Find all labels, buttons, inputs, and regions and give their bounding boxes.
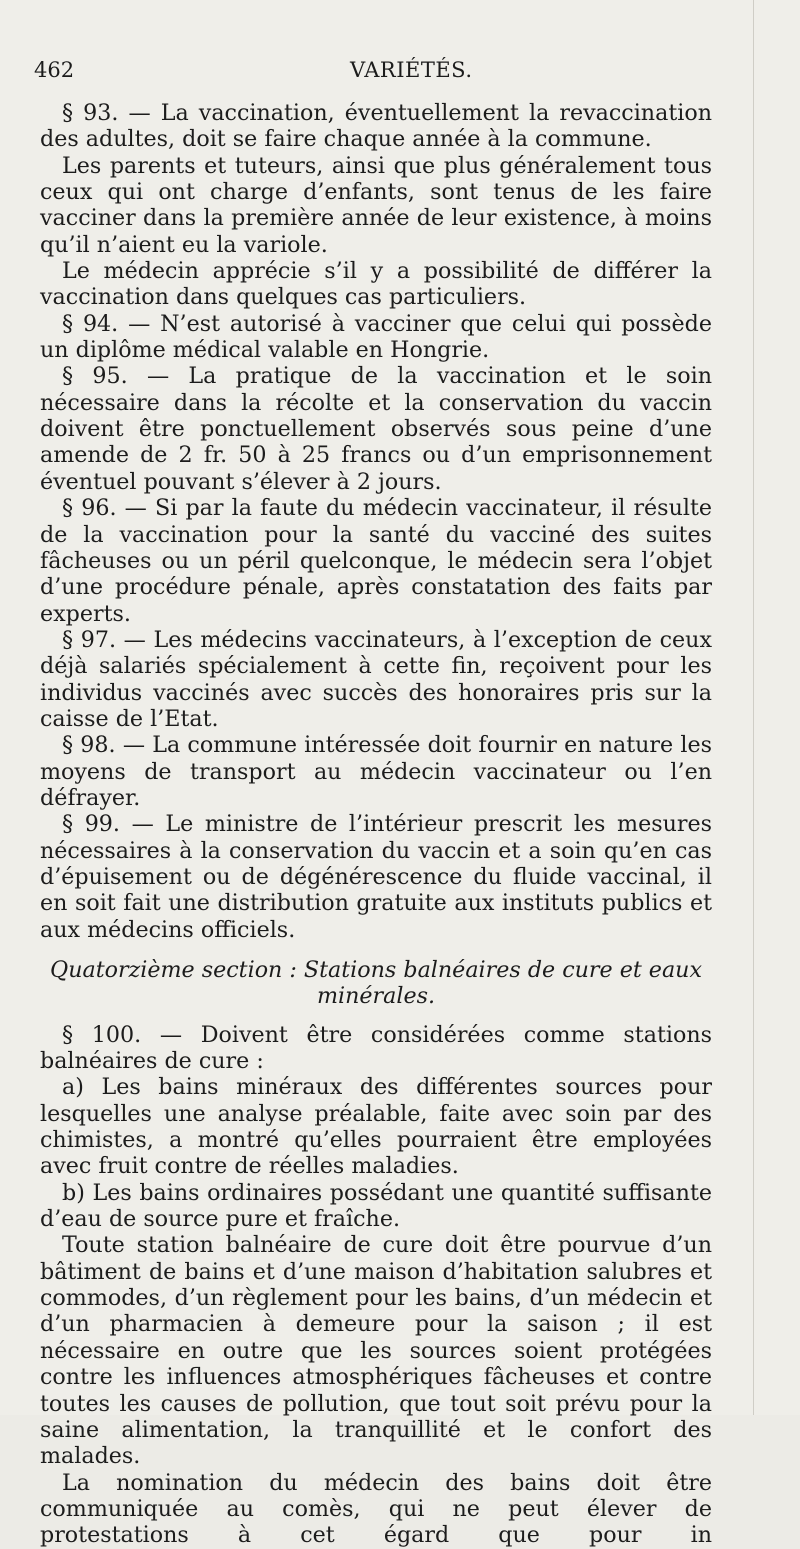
- page-number: 462: [34, 58, 75, 82]
- section-title: Quatorzième section : Stations balnéaires de cure et eaux minérales.: [50, 957, 702, 1010]
- paragraph-96: § 96. — Si par la faute du médecin vaccinateur, il résulte de la vaccination pour la santé du vacciné des suites fâcheuses ou un péril quelconque, le médecin sera l’objet d’une procédure pénale, après constatation des faits par experts.: [40, 495, 712, 627]
- paragraph-97: § 97. — Les médecins vaccinateurs, à l’exception de ceux déjà salariés spécialement à cette fin, reçoivent pour les individus vaccinés avec succès des honoraires pris sur la caisse de l’Etat.: [40, 626, 712, 732]
- paragraph-93: § 93. — La vaccination, éventuellement la revaccination des adultes, doit se faire chaque année à la commune.: [40, 100, 712, 153]
- paragraph-parents: Les parents et tuteurs, ainsi que plus généralement tous ceux qui ont charge d’enfants, sont tenus de les faire vacciner dans la première année de leur existence, à moins qu’il n’aient eu la variole.: [40, 152, 712, 258]
- paragraph-b: b) Les bains ordinaires possédant une quantité suffisante d’eau de source pure et fraîche.: [40, 1179, 712, 1233]
- running-title: VARIÉTÉS.: [350, 58, 473, 82]
- paragraph-98: § 98. — La commune intéressée doit fournir en nature les moyens de transport au médecin vaccinateur ou l’en défrayer.: [40, 732, 712, 811]
- page-edge-line: [753, 0, 754, 1415]
- paragraph-a: a) Les bains minéraux des différentes sources pour lesquelles une analyse préalable, faite avec soin par des chimistes, a montré qu’elles pourraient être employées avec fruit contre de réelles maladies.: [40, 1074, 712, 1180]
- paragraph-95: § 95. — La pratique de la vaccination et le soin nécessaire dans la récolte et la conservation du vaccin doivent être ponctuellement observés sous peine d’une amende de 2 fr. 50 à 25 francs ou d’un emprisonnement éventuel pouvant s’élever à 2 jours.: [40, 363, 712, 495]
- page-header: [34, 58, 734, 90]
- paragraph-99: § 99. — Le ministre de l’intérieur prescrit les mesures nécessaires à la conservation du vaccin et a soin qu’en cas d’épuisement ou de dégénérescence du fluide vaccinal, il en soit fait une distribution gratuite aux instituts publics et aux médecins officiels.: [40, 811, 712, 943]
- paragraph-nomination: La nomination du médecin des bains doit être communiquée au comès, qui ne peut élever de protestations à cet égard que pour in: [40, 1469, 712, 1549]
- paragraph-94: § 94. — N’est autorisé à vacciner que celui qui possède un diplôme médical valable en Hongrie.: [40, 310, 712, 364]
- paragraph-100: § 100. — Doivent être considérées comme stations balnéaires de cure :: [40, 1021, 712, 1075]
- paragraph-medecin: Le médecin apprécie s’il y a possibilité de différer la vaccination dans quelques cas particuliers.: [40, 258, 712, 311]
- body-text: [40, 100, 712, 1549]
- paragraph-station: Toute station balnéaire de cure doit être pourvue d’un bâtiment de bains et d’une maison d’habitation salubres et commodes, d’un règlement pour les bains, d’un médecin et d’un pharmacien à demeure pour la saison ; il est nécessaire en outre que les sources soient protégées contre les influences atmosphériques fâcheuses et contre toutes les causes de pollution, que tout soit prévu pour la saine alimentation, la tranquillité et le confort des malades.: [40, 1232, 712, 1470]
